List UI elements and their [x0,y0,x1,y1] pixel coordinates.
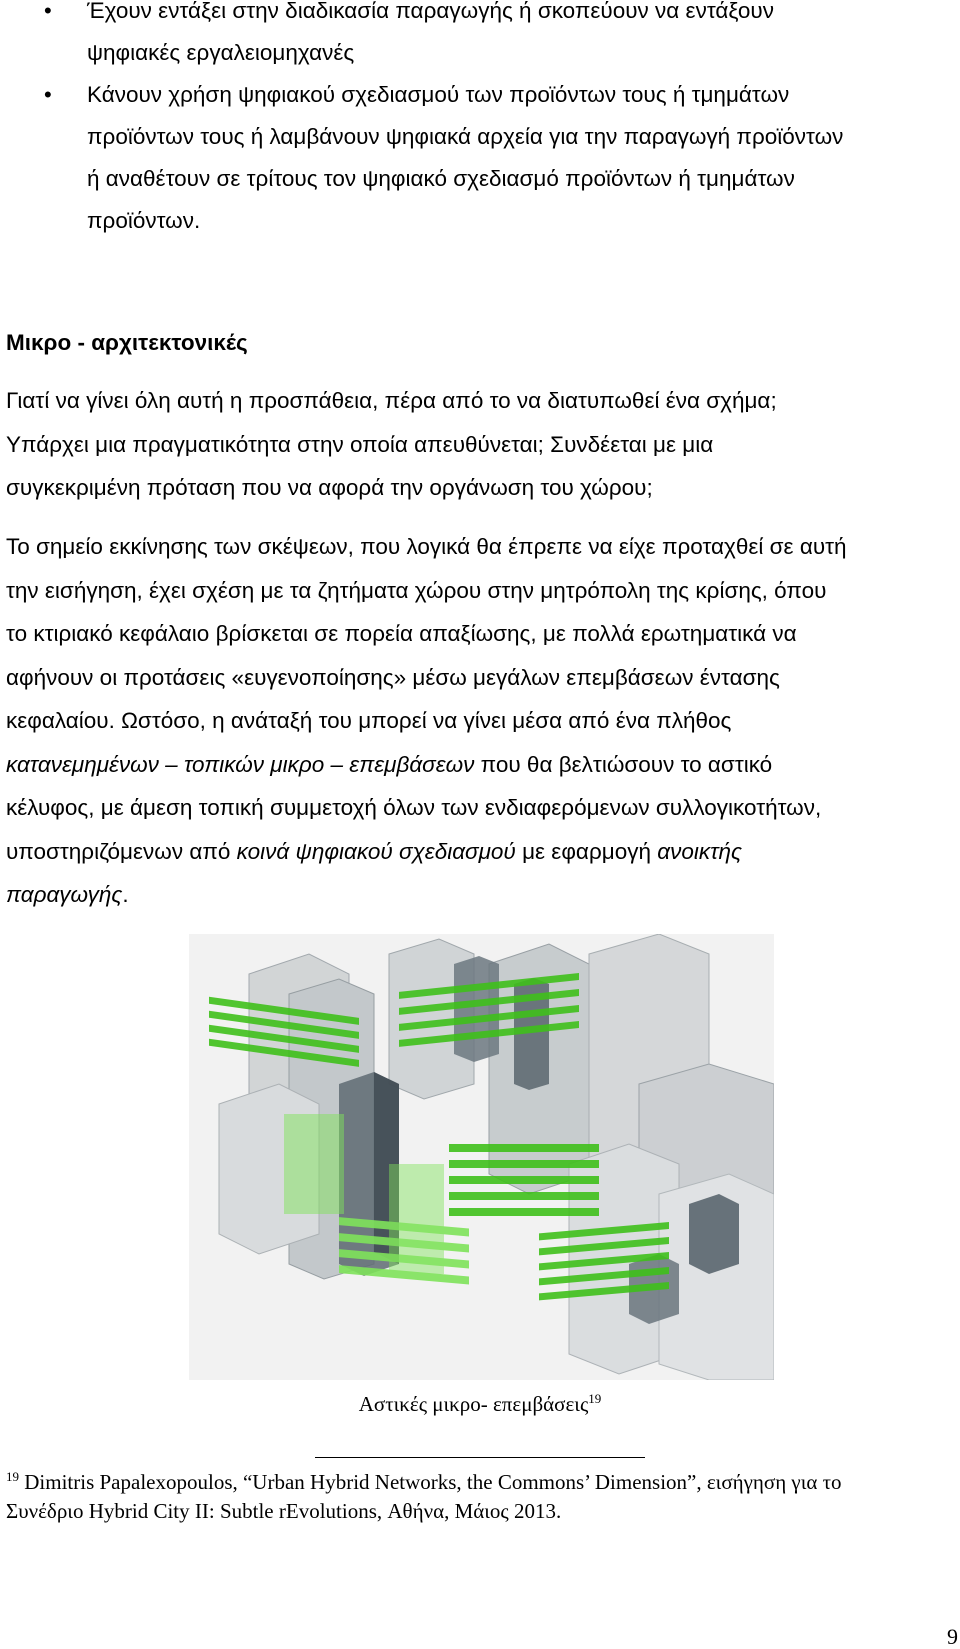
paragraph-line: Υπάρχει μια πραγματικότητα στην οποία απευθύνεται; Συνδέεται με μια [6,431,714,457]
bullet-item [0,74,917,242]
paragraph-line: Το σημείο εκκίνησης των σκέψεων, που λογικά θα έπρεπε να είχε προταχθεί σε αυτή [6,534,847,559]
paragraph-main [6,525,956,917]
paragraph-line: κεφαλαίου. Ωστόσο, η ανάταξή του μπορεί να γίνει μέσα από ένα πλήθος [6,708,732,733]
isometric-city-illustration [189,934,774,1380]
footnote-reference[interactable]: 19 [588,1391,602,1406]
caption-text: Αστικές μικρο- επεμβάσεις [358,1392,589,1416]
text-span: . [122,882,129,907]
page-number: 9 [947,1624,958,1649]
text-span: που θα βελτιώσουν το αστικό [474,751,773,777]
footnote-number: 19 [6,1469,19,1484]
paragraph-line: αφήνουν οι προτάσεις «ευγενοποίησης» μέσω μεγάλων επεμβάσεων έντασης [6,664,780,690]
paragraph-line: την εισήγηση, έχει σχέση με τα ζητήματα χώρου στην μητρόπολη της κρίσης, όπου [6,577,827,603]
emphasis-text: κατανεμημένων – τοπικών μικρο – επεμβάσεων [6,751,475,777]
footnote-line: Συνέδριο Hybrid City II: Subtle rEvolutions, Αθήνα, Μάιος 2013. [6,1498,562,1523]
footnote-separator [315,1457,645,1458]
emphasis-text: κοινά ψηφιακού σχεδιασμού [236,838,516,864]
bullet-line: ψηφιακές εργαλειομηχανές [87,40,355,65]
emphasis-text: παραγωγής [6,882,123,907]
text-span: με εφαρμογή [515,838,658,864]
paragraph-intro [6,379,956,510]
paragraph-line: το κτιριακό κεφάλαιο βρίσκεται σε πορεία απαξίωσης, με πολλά ερωτηματικά να [6,621,797,646]
paragraph-line [6,830,956,874]
bullet-line: προϊόντων τους ή λαμβάνουν ψηφιακά αρχεία για την παραγωγή προϊόντων [87,124,844,149]
footnote-text: Dimitris Papalexopoulos, “Urban Hybrid Networks, the Commons’ Dimension”, εισήγηση για το [19,1470,842,1494]
footnote-line [6,1468,956,1497]
section-heading: Μικρο - αρχιτεκτονικές [6,330,248,355]
paragraph-line [6,873,956,917]
paragraph-line: κέλυφος, με άμεση τοπική συμμετοχή όλων των ενδιαφερόμενων συλλογικοτήτων, [6,795,822,820]
bullet-dot-icon: • [44,0,52,23]
bullet-list [0,0,960,242]
urban-micro-interventions-figure [189,934,774,1380]
text-span: υποστηριζόμενων από [6,838,237,864]
bullet-line: Έχουν εντάξει στην διαδικασία παραγωγής ή σκοπεύουν να εντάξουν [87,0,774,23]
emphasis-text: ανοικτής [657,838,742,864]
figure-caption [0,1390,960,1418]
footnote [6,1468,956,1525]
bullet-line: ή αναθέτουν σε τρίτους τον ψηφιακό σχεδιασμό προϊόντων ή τμημάτων [87,166,795,191]
bullet-dot-icon: • [44,82,52,107]
paragraph-line: συγκεκριμένη πρόταση που να αφορά την οργάνωση του χώρου; [6,475,653,500]
bullet-line: προϊόντων. [87,208,201,233]
bullet-line: Κάνουν χρήση ψηφιακού σχεδιασμού των προϊόντων τους ή τμημάτων [87,82,790,107]
paragraph-line [6,743,956,787]
bullet-item [0,0,917,74]
paragraph-line: Γιατί να γίνει όλη αυτή η προσπάθεια, πέρα από το να διατυπωθεί ένα σχήμα; [6,388,777,413]
